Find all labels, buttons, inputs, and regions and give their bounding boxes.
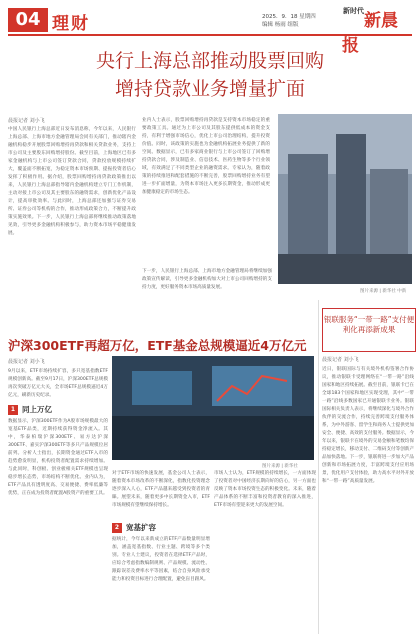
article2-body3: 据统计，今年以来新成立的ETF产品数量明显增加，涵盖宽基指数、行业主题、跨境等多个类别。专业人士建议，投资者在选择ETF产品时，应综合考虑指数编制规则、产品规模、流动性、跟踪误差及费率水平等因素，结合自身风险承受能力和投资目标进行合理配置，避免盲目跟风。 [112, 537, 210, 582]
article2-photo [112, 356, 314, 460]
date-line: 2025．9．18 星期四 [262, 14, 316, 20]
article1-headline-line2: 增持贷款业务增量扩面 [114, 78, 305, 100]
article2-subhead-2 [112, 522, 156, 533]
article3-headline-box [322, 308, 416, 352]
article3-body: 近日，银联国际与有关境外机构签署合作协议，推动银联卡受理网络在“一带一路”沿线国家和地区持续拓展。截至目前，银联卡已在全球183个国家和地区实现受理，其中“一带一路”沿线多数国家已开通银联卡业务。银联国际相关负责人表示，将继续深化与境外合作伙伴的交流合作，持续完善跨境支付服务体系，为中外游客、留学生和商务人士提供更加安全、便捷、高效的支付服务。数据显示，今年以来，银联卡在境外的交易金额和笔数均保持稳定增长，移动支付、二维码支付等创新产品加快落地。下一步，银联将进一步加大产品创新和市场拓展力度，丰富跨境支付应用场景，优化用户支付体验，助力高水平对外开放和“一带一路”高质量发展。 [322, 367, 414, 484]
article2-lead: 9月以来，ETF市场持续扩容，多只宽基指数ETF规模创新高。截至9月17日，沪深300ETF总规模再次突破万亿元大关，全市场ETF总规模逼近4万亿元，刷新历史纪录。 [8, 369, 108, 398]
article3-headline: 银联服务“一带一路”支付便利化再添新成果 [323, 315, 415, 334]
column-divider [318, 300, 319, 634]
article2-reporter: 晨报记者 刘小飞 [8, 359, 45, 365]
article2-body1: 数据显示，沪深300ETF作为A股市场规模最大的宽基ETF品类，近期持续获得资金净流入。其中，华泰柏瑞沪深300ETF、易方达沪深300ETF、嘉实沪深300ETF等多只产品规模位居前列。分析人士指出，长期资金通过ETF入市的趋势愈发明显，机构投资者配置需求持续增加。与此同时，科创板、创业板相关ETF规模也呈现稳步增长态势，市场结构不断优化。业内认为，ETF产品具有透明度高、交易便捷、费率低廉等优势，正在成为投资者配置A股资产的重要工具。 [8, 419, 108, 496]
article1-body-right: 业内人士表示，股票回购增持再贷款是支持资本市场稳定的重要政策工具。通过为上市公司及其股东提供低成本的资金支持，有利于增强市场信心，优化上市公司治理结构，提升投资价值。同时，该政策的实施也为金融机构拓展业务提供了新的空间。数据显示，已有多家商业银行与上市公司签订了回购增持贷款合同，涉及制造业、信息技术、医药生物等多个行业领域，有效满足了不同类型企业的融资需求。专家认为，随着政策的持续推进和配套措施的不断完善，股票回购增持业务有望进一步扩面增量，为资本市场注入更多长期资金，推动形成更加健康稳定的市场生态。 [142, 118, 270, 195]
article1-reporter: 晨报记者 刘小飞 [8, 118, 45, 124]
editor-line: 编辑 杨雨 组版 [262, 22, 299, 28]
date-block [262, 13, 316, 29]
article2-headline: 沪深300ETF再超万亿，ETF基金总规模逼近4万亿元 [8, 338, 307, 353]
logo-main-text: 新晨报 [342, 11, 398, 56]
article1-body-bottom: 下一步，人民银行上海总部、上海市地方金融管理局将继续加强政策宣传解读，引导更多金融机构加大对上市公司回购增持的支持力度，更好服务资本市场高质量发展。 [142, 269, 272, 290]
article2-body4: 市场人士认为，ETF规模的持续增长，一方面体现了投资者对中国经济长期向好的信心，另一方面也反映了资本市场投资生态的积极变化。未来，随着产品体系的不断丰富和投资者教育的深入推进，ETF市场有望迎来更大的发展空间。 [214, 471, 316, 508]
newspaper-logo [342, 6, 414, 56]
section-title: 理财 [52, 14, 90, 34]
page-number: 04 [8, 8, 48, 32]
article2-body1-continued [8, 546, 108, 634]
logo-side-text: 新时代 [343, 6, 364, 15]
subhead-1-text: 同上万亿 [22, 405, 52, 414]
article1-photo-caption: 图片来源 | 新华社 中新 [360, 289, 407, 294]
article1-headline-line1: 央行上海总部推动股票回购 [95, 50, 324, 72]
building-photo-icon [278, 114, 412, 284]
article1-photo [278, 114, 412, 284]
subhead-2-text: 宽基扩容 [126, 523, 156, 532]
subhead-1-badge: 1 [8, 405, 18, 415]
article3-reporter: 晨报记者 刘小飞 [322, 357, 359, 363]
article2-subhead-1 [8, 404, 52, 415]
trading-screen-icon [112, 356, 314, 460]
article1-body-left: 中国人民银行上海总部近日发布消息称，今年以来，人民银行上海总部、上海市地方金融管理局会同有关部门，推动辖内金融机构稳步开展股票回购增持再贷款和相关贷款业务，支持上市公司及主要股东回购增持股份。截至目前，上海地区已有多家金融机构与上市公司签订贷款合同，贷款投放规模持续扩大，覆盖面不断拓宽，为稳定资本市场预期、提振投资者信心发挥了积极作用。据介绍，股票回购增持再贷款政策推出以来，人民银行上海总部指导辖内金融机构建立专门工作机制，主动对接上市公司及其主要股东的融资需求，创新优化产品设计，提高审批效率。与此同时，上海总部还加强与证券交易所、证券公司等机构的合作，推动形成政策合力，不断提升政策实施效果。下一步，人民银行上海总部将继续推动政策落地见效，引导更多金融机构积极参与，助力资本市场平稳健康发展。 [8, 127, 136, 236]
subhead-2-badge: 2 [112, 523, 122, 533]
header-rule [8, 34, 412, 36]
article2-photo-caption: 图片来源 | 新华社 [262, 464, 298, 469]
article2-body2: 对于ETF市场的快速发展，基金公司人士表示，随着资本市场改革的不断深化，指数化投资理念逐步深入人心，ETF产品越来越受到投资者的青睐。展望未来，随着更多中长期资金入市，ETF市场规模有望继续保持增长。 [112, 471, 210, 508]
